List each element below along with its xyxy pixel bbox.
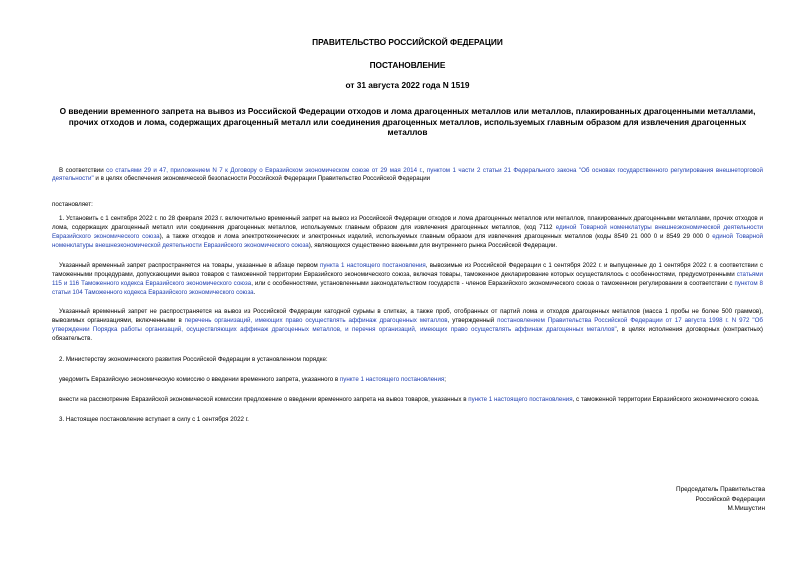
- paragraph-3-text-1: Указанный временный запрет не распространяется на вывоз из Российской Федерации катодной сурьмы в слитках, а также проб, отобранных от партий лома и отходов драгоценных металлов (масса 1 пробы не более 500 граммов), вывозимых организациями, включенными в: [52, 308, 763, 325]
- link-government-resolution-972[interactable]: постановлением Правительства Российской Федерации от 17 августа 1998 г. N 972 "Об утверждении Порядка работы организаций, осуществляющих аффинаж драгоценных металлов, и перечня организаций, имеющих право осуществлять аффинаж драгоценных металлов": [52, 317, 763, 334]
- link-commodity-nomenclature-2[interactable]: единой Товарной номенклатуры внешнеэкономической деятельности Евразийского экономического союза: [52, 233, 763, 249]
- link-federal-law[interactable]: пунктом 1 части 2 статьи 21 Федерального закона "Об основах государственного регулирования внешнеторговой деятельности": [52, 166, 763, 183]
- paragraph-1-text-3: ), являющихся существенно важными для внутреннего рынка Российской Федерации.: [308, 241, 558, 249]
- paragraph-3-text-3: , в целях исполнения договорных (контрактных) обязательств.: [52, 326, 763, 343]
- preamble-text-3: и в целях обеспечения экономической безопасности Российской Федерации Правительство Российской Федерации: [93, 175, 431, 183]
- paragraph-6-text-1: внести на рассмотрение Евразийской экономической комиссии предложение о введении временного запрета на вывоз товаров, указанных в: [59, 395, 469, 403]
- paragraph-3-text-2: , утвержденный: [447, 317, 498, 325]
- link-point-1[interactable]: пункте 1 настоящего постановления: [339, 376, 445, 383]
- paragraph-7: 3. Настоящее постановление вступает в силу с 1 сентября 2022 г.: [59, 415, 249, 423]
- decree-word: постановляет:: [52, 201, 93, 209]
- link-customs-code-article-104[interactable]: пунктом 8 статьи 104 Таможенного кодекса Евразийского экономического союза: [52, 279, 763, 296]
- signature-name: М.Мишустин: [727, 505, 765, 513]
- preamble: [52, 167, 763, 185]
- document-type: ПОСТАНОВЛЕНИЕ: [369, 60, 446, 70]
- link-point-1[interactable]: пункта 1 настоящего постановления: [319, 261, 426, 269]
- signature-block: [676, 485, 765, 514]
- signature-country: Российской Федерации: [695, 495, 765, 503]
- link-point-1[interactable]: пункте 1 настоящего постановления: [468, 395, 573, 403]
- paragraph-5-text-2: ;: [444, 376, 446, 383]
- link-customs-code-articles[interactable]: статьями 115 и 116 Таможенного кодекса Евразийского экономического союза: [52, 270, 763, 287]
- paragraph-4: 2. Министерству экономического развития Российской Федерации в установленном порядке:: [59, 356, 328, 364]
- paragraph-2-text-3: , или с особенностями, установленными законодательством государств - членов Евразийского экономического союза о таможенном регулировании в соответствии с: [251, 279, 735, 287]
- link-commodity-nomenclature-1[interactable]: единой Товарной номенклатуры внешнеэкономической деятельности Евразийского экономического союза: [52, 224, 763, 241]
- link-affinage-organizations-list[interactable]: перечень организаций, имеющих право осуществлять аффинаж драгоценных металлов: [184, 317, 448, 325]
- preamble-text-1: В соответствии: [59, 166, 107, 174]
- government-name: ПРАВИТЕЛЬСТВО РОССИЙСКОЙ ФЕДЕРАЦИИ: [312, 37, 503, 47]
- paragraph-5-text-1: уведомить Евразийскую экономическую комиссию о введении временного запрета, указанного в: [59, 376, 340, 383]
- link-treaty-articles[interactable]: со статьями 29 и 47, приложением N 7 к Договору о Евразийском экономическом союзе от 29 мая 2014 г.: [106, 166, 423, 174]
- paragraph-2-text-4: .: [253, 288, 256, 296]
- document-date-number: от 31 августа 2022 года N 1519: [345, 80, 470, 90]
- preamble-text-2: ,: [422, 166, 427, 174]
- paragraph-6: [52, 396, 763, 405]
- paragraph-2-text-2: , вывозимые из Российской Федерации с 1 сентября 2022 г. и выпущенные до 1 сентября 2022 г. в соответствии с таможенными процедурами, допускающими вывоз товаров с таможенной территории Евразийского экономического союза, включая товары, таможенное декларирование которых осуществлялось с особенностями, предусмотренными: [52, 261, 764, 278]
- signature-position: Председатель Правительства: [676, 486, 765, 493]
- paragraph-5: [52, 376, 763, 385]
- document-title: О введении временного запрета на вывоз из Российской Федерации отходов и лома драгоценных металлов или металлов, плакированных драгоценными металлами, прочих отходов и лома, содержащих драгоценный металл или соединения драгоценных металлов, используемых главным образом для извлечения драгоценных металлов: [59, 106, 756, 137]
- paragraph-6-text-2: , с таможенной территории Евразийского экономического союза.: [572, 395, 760, 403]
- paragraph-1-text-2: ), а также отходов и лома электротехнических и электронных изделий, используемых главным образом для извлечения драгоценных металлов (коды 8549 21 000 0 и 8549 29 000 0: [159, 233, 713, 241]
- paragraph-2-text-1: Указанный временный запрет распространяется на товары, указанные в абзаце первом: [59, 261, 320, 269]
- paragraph-1: [52, 215, 763, 251]
- paragraph-1-text-1: 1. Установить с 1 сентября 2022 г. по 28 февраля 2023 г. включительно временный запрет на вывоз из Российской Федерации отходов и лома драгоценных металлов или металлов, плакированных драгоценными металлами, прочих отходов и лома, содержащих драгоценный металл или соединения драгоценных металлов, используемых главным образом для извлечения драгоценных металлов, (код 7112: [52, 215, 763, 232]
- paragraph-3: [52, 308, 763, 344]
- paragraph-2: [52, 262, 763, 298]
